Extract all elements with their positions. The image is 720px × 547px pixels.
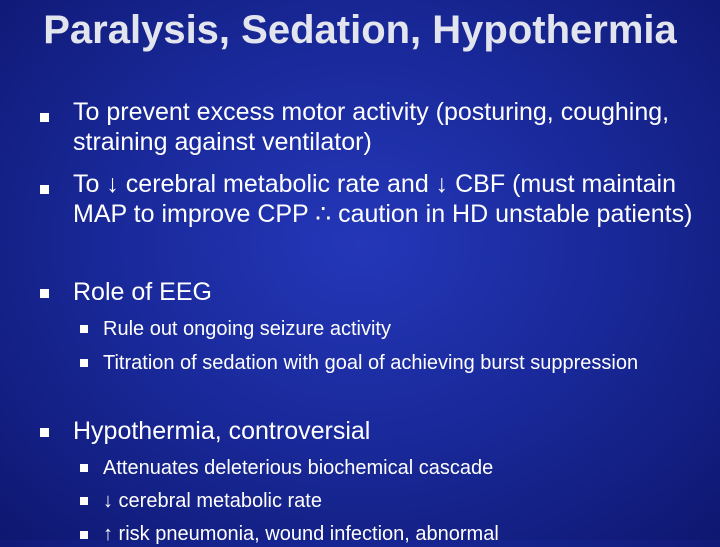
bullet-marker: [40, 428, 49, 437]
sub-bullet-marker: [80, 531, 88, 539]
sub-bullet-item: Titration of sedation with goal of achieving burst suppression: [103, 352, 639, 374]
bullet-item: To prevent excess motor activity (posturing, coughing, straining against ventilator): [73, 98, 670, 156]
bullet-marker: [40, 113, 49, 122]
sub-bullet-marker: [80, 497, 88, 505]
sub-bullet-item: ↓ cerebral metabolic rate: [103, 490, 322, 512]
slide-title: Paralysis, Sedation, Hypothermia: [43, 8, 677, 52]
bullet-item: To ↓ cerebral metabolic rate and ↓ CBF (must maintain MAP to improve CPP ∴ caution in HD unstable patients): [73, 170, 693, 228]
bullet-marker: [40, 289, 49, 298]
sub-bullet-marker: [80, 359, 88, 367]
sub-bullet-item: Rule out ongoing seizure activity: [103, 318, 391, 340]
bullet-item: Role of EEG: [73, 278, 212, 306]
sub-bullet-marker: [80, 325, 88, 333]
bullet-item: Hypothermia, controversial: [73, 417, 371, 445]
bullet-marker: [40, 185, 49, 194]
sub-bullet-item: ↑ risk pneumonia, wound infection, abnormal: [103, 523, 499, 545]
sub-bullet-marker: [80, 464, 88, 472]
sub-bullet-item: Attenuates deleterious biochemical cascade: [103, 457, 494, 479]
